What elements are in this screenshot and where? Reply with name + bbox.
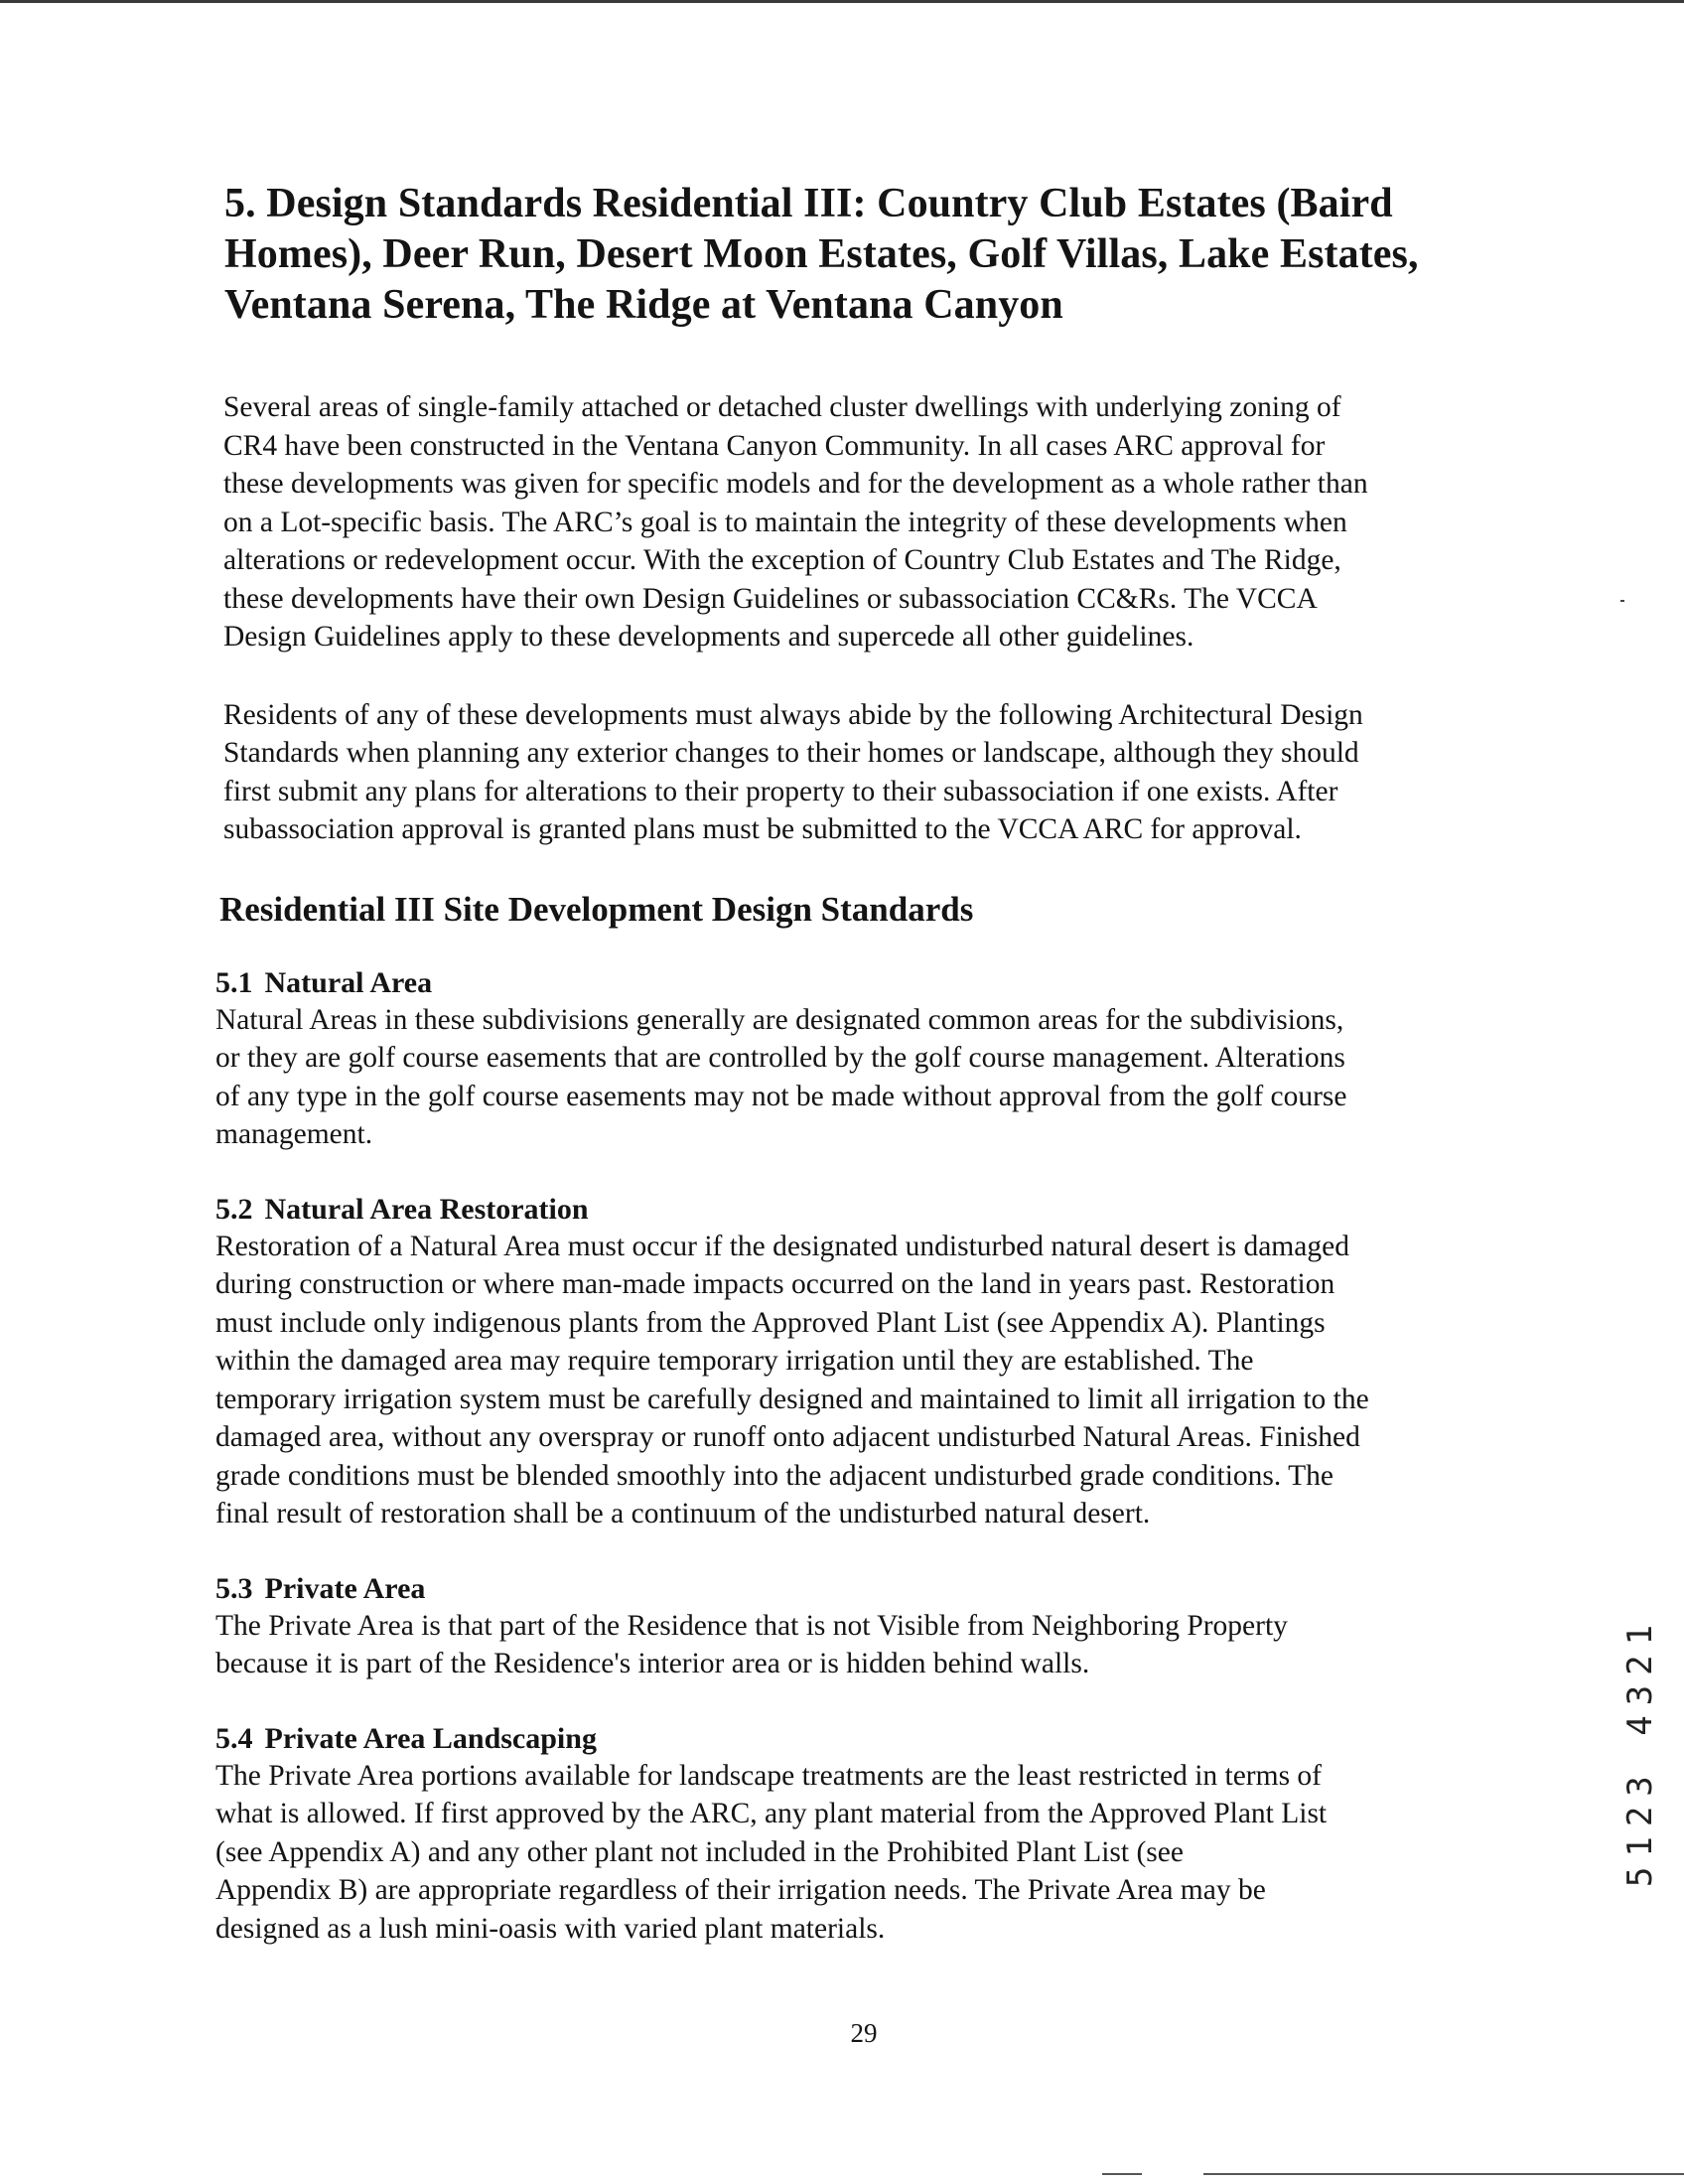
- text-line: within the damaged area may require temporary irrigation until they are established. The: [215, 1345, 1254, 1377]
- text-line: must include only indigenous plants from the Approved Plant List (see Appendix A). Plantings: [215, 1306, 1326, 1339]
- intro-paragraph-2: [223, 696, 1534, 849]
- text-line: alterations or redevelopment occur. With the exception of Country Club Estates and The Ridge,: [223, 544, 1341, 576]
- subsection-title: [215, 1191, 1532, 1228]
- text-line: Design Guidelines apply to these developments and supercede all other guidelines.: [223, 621, 1194, 653]
- text-line: Natural Areas in these subdivisions generally are designated common areas for the subdivisions,: [215, 1003, 1344, 1036]
- subsection-title-text: Natural Area: [264, 965, 433, 999]
- text-line: Appendix B) are appropriate regardless of their irrigation needs. The Private Area may be: [215, 1874, 1266, 1906]
- subsection-title-text: Natural Area Restoration: [264, 1192, 589, 1226]
- text-line: these developments was given for specific models and for the development as a whole rather than: [223, 468, 1368, 500]
- chapter-title-line: Homes), Deer Run, Desert Moon Estates, Golf Villas, Lake Estates,: [224, 231, 1419, 277]
- subsection-body: [215, 1228, 1532, 1533]
- subsection-body: [215, 1607, 1532, 1683]
- side-stamp-text: 5123 4321: [1620, 1614, 1660, 1888]
- text-line: because it is part of the Residence's interior area or is hidden behind walls.: [215, 1648, 1090, 1679]
- subsection-number: 5.3: [215, 1571, 253, 1605]
- text-line: Several areas of single-family attached or detached cluster dwellings with underlying zoning of: [223, 391, 1341, 423]
- subsection-title: [215, 1720, 1532, 1757]
- text-line: management.: [215, 1118, 373, 1150]
- text-line: on a Lot-specific basis. The ARC’s goal is to maintain the integrity of these developments when: [223, 506, 1347, 538]
- text-line: first submit any plans for alterations to their property to their subassociation if one exists. After: [223, 775, 1338, 807]
- text-line: during construction or where man-made impacts occurred on the land in years past. Restoration: [215, 1268, 1335, 1300]
- text-line: Restoration of a Natural Area must occur if the designated undisturbed natural desert is damaged: [215, 1230, 1349, 1262]
- subsection-body: [215, 1001, 1532, 1154]
- text-line: The Private Area portions available for landscape treatments are the least restricted in terms of: [215, 1759, 1322, 1792]
- text-line: Standards when planning any exterior changes to their homes or landscape, although they should: [223, 737, 1359, 769]
- text-line: grade conditions must be blended smoothly into the adjacent undisturbed grade conditions. The: [215, 1459, 1333, 1492]
- text-line: temporary irrigation system must be carefully designed and maintained to limit all irrigation to the: [215, 1383, 1369, 1415]
- page-number: 29: [850, 2018, 878, 2048]
- bottom-scan-mark: [1102, 2173, 1142, 2175]
- text-line: The Private Area is that part of the Residence that is not Visible from Neighboring Property: [215, 1609, 1288, 1642]
- subsection-5-2: [215, 1191, 1532, 1533]
- section-heading: Residential III Site Development Design Standards: [219, 889, 974, 929]
- subsection-title-text: Private Area: [264, 1571, 426, 1605]
- text-line: final result of restoration shall be a continuum of the undisturbed natural desert.: [215, 1498, 1151, 1529]
- subsection-5-3: [215, 1570, 1532, 1683]
- subsection-title: [215, 1570, 1532, 1607]
- subsection-5-1: [215, 964, 1532, 1154]
- document-page: [211, 179, 1532, 1984]
- text-line: these developments have their own Design Guidelines or subassociation CC&Rs. The VCCA: [223, 582, 1318, 615]
- text-line: of any type in the golf course easements may not be made without approval from the golf course: [215, 1080, 1347, 1112]
- text-line: CR4 have been constructed in the Ventana Canyon Community. In all cases ARC approval for: [223, 429, 1326, 462]
- subsection-5-4: [215, 1720, 1532, 1949]
- text-line: or they are golf course easements that are controlled by the golf course management. Alterations: [215, 1042, 1345, 1074]
- text-line: what is allowed. If first approved by the ARC, any plant material from the Approved Plant List: [215, 1798, 1328, 1829]
- subsection-title: [215, 964, 1532, 1001]
- subsection-title-text: Private Area Landscaping: [264, 1721, 597, 1755]
- text-line: (see Appendix A) and any other plant not included in the Prohibited Plant List (see: [215, 1835, 1184, 1868]
- text-line: Residents of any of these developments must always abide by the following Architectural Design: [223, 698, 1363, 731]
- side-stamp: [1620, 1577, 1660, 1925]
- subsection-number: 5.1: [215, 965, 253, 999]
- subsection-number: 5.4: [215, 1721, 253, 1755]
- chapter-title-line: 5. Design Standards Residential III: Country Club Estates (Baird: [224, 181, 1393, 226]
- chapter-title: [224, 179, 1532, 331]
- top-border-line: [0, 0, 1684, 3]
- bottom-scan-line: [1203, 2173, 1684, 2175]
- intro-paragraph-1: [223, 388, 1534, 656]
- subsection-body: [215, 1757, 1532, 1949]
- text-line: designed as a lush mini-oasis with varied plant materials.: [215, 1912, 886, 1945]
- margin-mark: [1620, 600, 1624, 602]
- text-line: subassociation approval is granted plans must be submitted to the VCCA ARC for approval.: [223, 813, 1302, 845]
- text-line: damaged area, without any overspray or runoff onto adjacent undisturbed Natural Areas. Finished: [215, 1421, 1360, 1453]
- subsection-number: 5.2: [215, 1192, 253, 1226]
- chapter-title-line: Ventana Serena, The Ridge at Ventana Canyon: [224, 282, 1063, 328]
